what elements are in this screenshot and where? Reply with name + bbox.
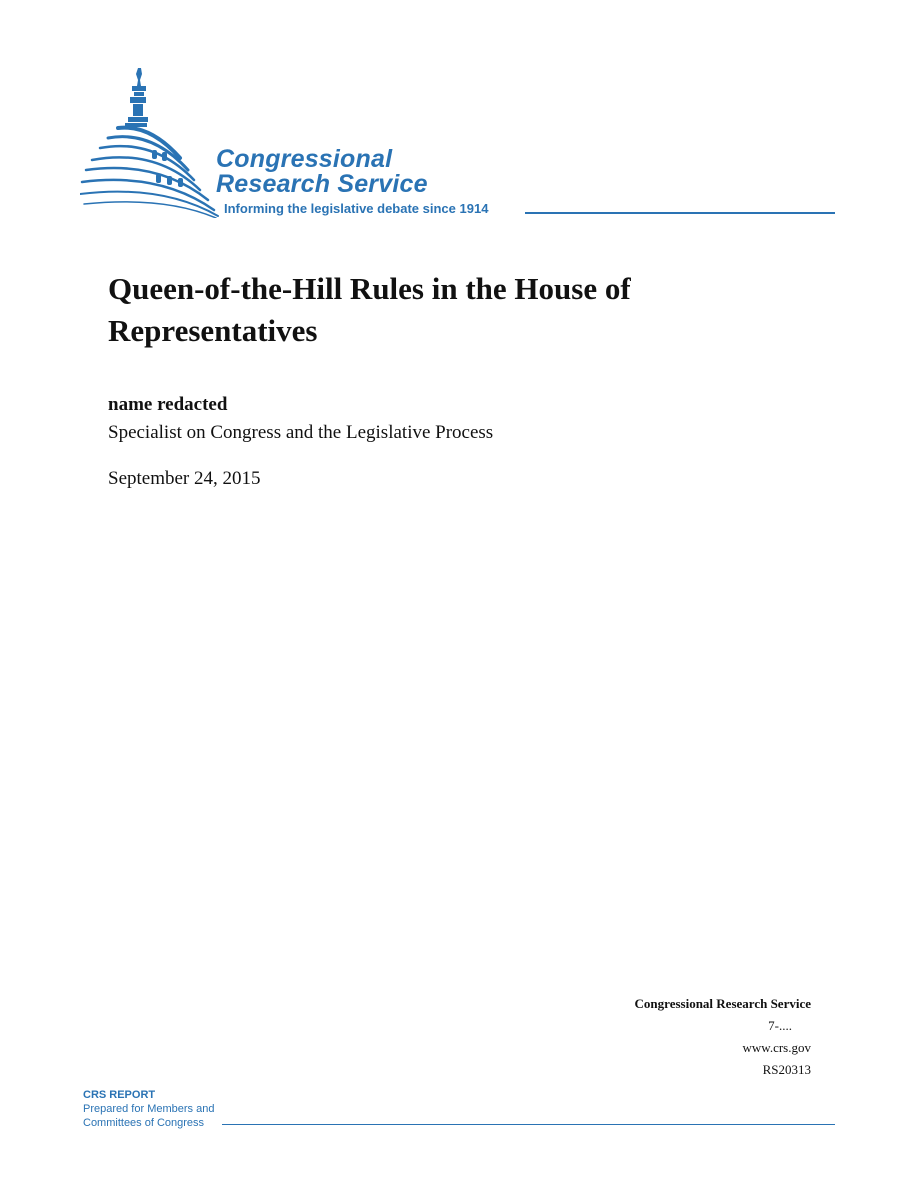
footer-line2: Prepared for Members and bbox=[83, 1103, 215, 1115]
publisher-block bbox=[635, 993, 811, 1081]
report-number: RS20313 bbox=[762, 1062, 811, 1077]
report-title: Queen-of-the-Hill Rules in the House of Representatives bbox=[108, 271, 631, 348]
header-rule bbox=[525, 212, 835, 214]
brand-name-line1: Congressional bbox=[216, 145, 393, 173]
footer-label bbox=[83, 1088, 214, 1130]
author-role: Specialist on Congress and the Legislative Process bbox=[108, 422, 494, 443]
publisher-website[interactable]: www.crs.gov bbox=[742, 1040, 811, 1055]
brand-tagline: Informing the legislative debate since 1914 bbox=[224, 201, 489, 216]
footer-rule bbox=[222, 1124, 835, 1125]
author-name: name redacted bbox=[108, 394, 228, 415]
publisher-phone: 7-.... bbox=[768, 1018, 792, 1033]
brand-name-line2: Research Service bbox=[216, 170, 428, 198]
footer-line3: Committees of Congress bbox=[83, 1117, 205, 1129]
publisher-org: Congressional Research Service bbox=[634, 996, 811, 1011]
report-date: September 24, 2015 bbox=[108, 468, 261, 489]
capitol-dome-icon bbox=[80, 66, 220, 218]
footer-title: CRS REPORT bbox=[83, 1089, 156, 1101]
